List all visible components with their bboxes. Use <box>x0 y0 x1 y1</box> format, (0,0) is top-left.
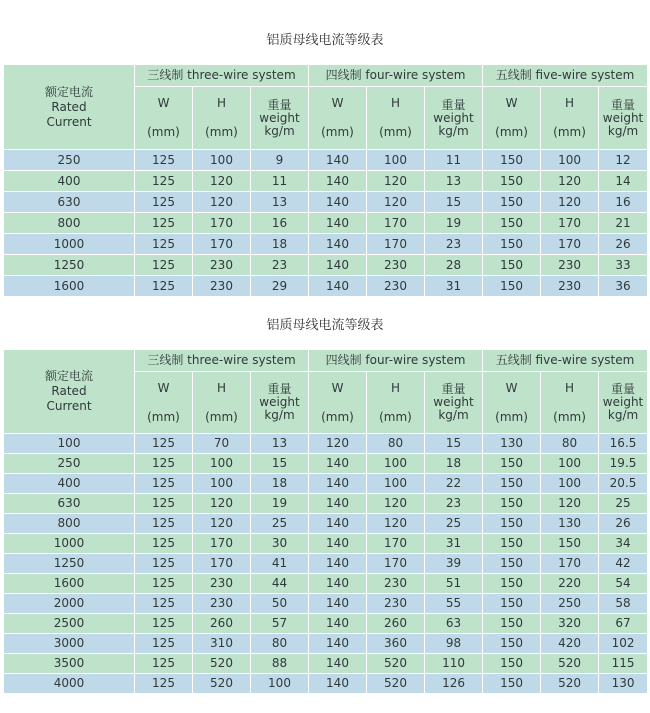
table-cell: 36 <box>599 276 648 297</box>
table-cell: 51 <box>425 574 483 594</box>
table-cell: 125 <box>135 514 193 534</box>
table-cell: 125 <box>135 614 193 634</box>
table-row <box>4 171 648 192</box>
table-cell: 140 <box>309 574 367 594</box>
rated-current-cell: 1600 <box>4 574 135 594</box>
table-cell: 100 <box>251 674 309 694</box>
table1-title: 铝质母线电流等级表 <box>266 33 384 48</box>
table-cell: 420 <box>541 634 599 654</box>
table-cell: 170 <box>541 554 599 574</box>
table-cell: 260 <box>367 614 425 634</box>
table-cell: 230 <box>367 255 425 276</box>
table-cell: 13 <box>251 192 309 213</box>
table-cell: 260 <box>193 614 251 634</box>
rated-current-cell: 630 <box>4 192 135 213</box>
table-cell: 16 <box>599 192 648 213</box>
table-cell: 30 <box>251 534 309 554</box>
table-cell: 63 <box>425 614 483 634</box>
table-cell: 170 <box>367 213 425 234</box>
table-cell: 19.5 <box>599 454 648 474</box>
table-cell: 140 <box>309 634 367 654</box>
rated-current-cell: 3500 <box>4 654 135 674</box>
table-cell: 31 <box>425 276 483 297</box>
table-cell: 150 <box>483 514 541 534</box>
table-cell: 125 <box>135 474 193 494</box>
table-cell: 102 <box>599 634 648 654</box>
table-row <box>4 255 648 276</box>
table-cell: 100 <box>193 150 251 171</box>
table-cell: 13 <box>251 434 309 454</box>
table-cell: 13 <box>425 171 483 192</box>
table-cell: 170 <box>367 534 425 554</box>
table-cell: 126 <box>425 674 483 694</box>
table-row <box>4 494 648 514</box>
table-cell: 54 <box>599 574 648 594</box>
table-cell: 67 <box>599 614 648 634</box>
table-cell: 125 <box>135 594 193 614</box>
weight-column-header: 重量 weight kg/m <box>599 372 648 434</box>
table-cell: 120 <box>367 192 425 213</box>
table-cell: 9 <box>251 150 309 171</box>
table-row <box>4 634 648 654</box>
table-cell: 140 <box>309 654 367 674</box>
table1-body <box>4 150 648 297</box>
width-column-header: W (mm) <box>135 372 193 434</box>
table-cell: 125 <box>135 171 193 192</box>
table-cell: 70 <box>193 434 251 454</box>
table-cell: 22 <box>425 474 483 494</box>
table-row <box>4 192 648 213</box>
table-row <box>4 554 648 574</box>
table-row <box>4 434 648 454</box>
rated-current-cell: 250 <box>4 150 135 171</box>
table-cell: 140 <box>309 234 367 255</box>
weight-column-header: 重量 weight kg/m <box>425 87 483 150</box>
rated-current-cell: 3000 <box>4 634 135 654</box>
table1 <box>3 64 648 297</box>
table-cell: 120 <box>193 494 251 514</box>
table-cell: 18 <box>251 234 309 255</box>
table-cell: 150 <box>483 213 541 234</box>
table-cell: 120 <box>193 514 251 534</box>
table-cell: 320 <box>541 614 599 634</box>
table-cell: 100 <box>367 454 425 474</box>
table-row <box>4 454 648 474</box>
table-cell: 230 <box>193 594 251 614</box>
rated-current-cell: 1600 <box>4 276 135 297</box>
table-cell: 80 <box>541 434 599 454</box>
table-cell: 520 <box>541 654 599 674</box>
table-cell: 170 <box>541 234 599 255</box>
table-row <box>4 213 648 234</box>
table-cell: 150 <box>483 234 541 255</box>
rated-current-cell: 630 <box>4 494 135 514</box>
table-row <box>4 574 648 594</box>
table-cell: 150 <box>483 574 541 594</box>
height-column-header: H (mm) <box>367 372 425 434</box>
table-cell: 16 <box>251 213 309 234</box>
width-column-header: W (mm) <box>135 87 193 150</box>
width-column-header: W (mm) <box>483 87 541 150</box>
table-cell: 170 <box>367 234 425 255</box>
table-cell: 100 <box>367 474 425 494</box>
table-row <box>4 614 648 634</box>
table-cell: 170 <box>193 534 251 554</box>
table-cell: 140 <box>309 454 367 474</box>
table-cell: 520 <box>193 654 251 674</box>
table-cell: 170 <box>193 234 251 255</box>
table-cell: 21 <box>599 213 648 234</box>
table-cell: 11 <box>425 150 483 171</box>
table-cell: 12 <box>599 150 648 171</box>
table-cell: 170 <box>367 554 425 574</box>
table-cell: 125 <box>135 534 193 554</box>
table-cell: 140 <box>309 534 367 554</box>
table2-body <box>4 434 648 694</box>
table-cell: 41 <box>251 554 309 574</box>
table-cell: 125 <box>135 454 193 474</box>
height-column-header: H (mm) <box>541 372 599 434</box>
table2 <box>3 349 648 694</box>
table-row <box>4 276 648 297</box>
table-cell: 140 <box>309 614 367 634</box>
table-cell: 44 <box>251 574 309 594</box>
table-cell: 140 <box>309 674 367 694</box>
table-cell: 360 <box>367 634 425 654</box>
table-cell: 520 <box>367 674 425 694</box>
width-column-header: W (mm) <box>309 87 367 150</box>
table-cell: 125 <box>135 434 193 454</box>
table-cell: 100 <box>193 474 251 494</box>
rated-current-cell: 1250 <box>4 554 135 574</box>
table-cell: 140 <box>309 276 367 297</box>
three-wire-header: 三线制 three-wire system <box>135 350 309 372</box>
table-cell: 19 <box>251 494 309 514</box>
rated-current-cell: 400 <box>4 474 135 494</box>
table-cell: 150 <box>483 554 541 574</box>
table-cell: 120 <box>309 434 367 454</box>
table-cell: 520 <box>193 674 251 694</box>
table-cell: 25 <box>599 494 648 514</box>
weight-column-header: 重量 weight kg/m <box>425 372 483 434</box>
weight-column-header: 重量 weight kg/m <box>251 372 309 434</box>
table-cell: 23 <box>425 234 483 255</box>
table-row <box>4 594 648 614</box>
table-cell: 250 <box>541 594 599 614</box>
table-cell: 50 <box>251 594 309 614</box>
table-cell: 25 <box>251 514 309 534</box>
table-cell: 100 <box>193 454 251 474</box>
table-cell: 140 <box>309 150 367 171</box>
table-cell: 230 <box>367 594 425 614</box>
table-cell: 125 <box>135 192 193 213</box>
table-cell: 120 <box>367 171 425 192</box>
table-cell: 150 <box>483 192 541 213</box>
rated-current-cell: 1000 <box>4 534 135 554</box>
table-cell: 19 <box>425 213 483 234</box>
table-cell: 520 <box>541 674 599 694</box>
table-cell: 140 <box>309 192 367 213</box>
table-cell: 150 <box>483 674 541 694</box>
rated-current-cell: 1250 <box>4 255 135 276</box>
table-cell: 110 <box>425 654 483 674</box>
table-cell: 230 <box>367 276 425 297</box>
table-cell: 150 <box>483 276 541 297</box>
table-cell: 26 <box>599 234 648 255</box>
rated-current-cell: 4000 <box>4 674 135 694</box>
table-cell: 28 <box>425 255 483 276</box>
table-cell: 120 <box>541 494 599 514</box>
table-cell: 100 <box>541 474 599 494</box>
rated-current-header: 额定电流 Rated Current <box>4 65 135 150</box>
table-cell: 100 <box>541 454 599 474</box>
table-cell: 170 <box>193 554 251 574</box>
table-cell: 58 <box>599 594 648 614</box>
height-column-header: H (mm) <box>193 372 251 434</box>
table-row <box>4 534 648 554</box>
rated-current-cell: 2500 <box>4 614 135 634</box>
table-cell: 125 <box>135 255 193 276</box>
table-cell: 55 <box>425 594 483 614</box>
table-cell: 150 <box>483 654 541 674</box>
table-cell: 150 <box>541 534 599 554</box>
table-cell: 140 <box>309 594 367 614</box>
table-cell: 120 <box>541 171 599 192</box>
table-cell: 230 <box>193 276 251 297</box>
table-row <box>4 514 648 534</box>
table-cell: 18 <box>425 454 483 474</box>
table-cell: 150 <box>483 594 541 614</box>
table-cell: 20.5 <box>599 474 648 494</box>
table-row <box>4 150 648 171</box>
table-cell: 16.5 <box>599 434 648 454</box>
height-column-header: H (mm) <box>367 87 425 150</box>
rated-current-cell: 400 <box>4 171 135 192</box>
table-cell: 150 <box>483 255 541 276</box>
table-cell: 310 <box>193 634 251 654</box>
table-cell: 130 <box>541 514 599 534</box>
rated-current-cell: 2000 <box>4 594 135 614</box>
table-cell: 230 <box>193 574 251 594</box>
table-cell: 120 <box>367 494 425 514</box>
table-cell: 220 <box>541 574 599 594</box>
table-cell: 170 <box>193 213 251 234</box>
table-cell: 88 <box>251 654 309 674</box>
table-cell: 23 <box>251 255 309 276</box>
table-cell: 140 <box>309 171 367 192</box>
table-cell: 125 <box>135 574 193 594</box>
table-cell: 31 <box>425 534 483 554</box>
table-cell: 125 <box>135 276 193 297</box>
rated-current-cell: 250 <box>4 454 135 474</box>
width-column-header: W (mm) <box>309 372 367 434</box>
table-cell: 130 <box>483 434 541 454</box>
table-row <box>4 234 648 255</box>
height-column-header: H (mm) <box>193 87 251 150</box>
table-cell: 140 <box>309 474 367 494</box>
table-cell: 140 <box>309 554 367 574</box>
table-cell: 29 <box>251 276 309 297</box>
table-cell: 140 <box>309 255 367 276</box>
table-cell: 15 <box>425 434 483 454</box>
table-cell: 150 <box>483 150 541 171</box>
table-cell: 150 <box>483 534 541 554</box>
table-cell: 26 <box>599 514 648 534</box>
table-row <box>4 654 648 674</box>
width-column-header: W (mm) <box>483 372 541 434</box>
rated-current-header: 额定电流 Rated Current <box>4 350 135 434</box>
table-cell: 11 <box>251 171 309 192</box>
height-column-header: H (mm) <box>541 87 599 150</box>
three-wire-header: 三线制 three-wire system <box>135 65 309 87</box>
table-cell: 230 <box>541 255 599 276</box>
table2-title: 铝质母线电流等级表 <box>266 318 384 333</box>
table-cell: 98 <box>425 634 483 654</box>
table-cell: 140 <box>309 494 367 514</box>
table-cell: 120 <box>193 192 251 213</box>
table-cell: 125 <box>135 654 193 674</box>
table-cell: 150 <box>483 614 541 634</box>
table-cell: 23 <box>425 494 483 514</box>
table-cell: 39 <box>425 554 483 574</box>
table-cell: 14 <box>599 171 648 192</box>
table-cell: 125 <box>135 213 193 234</box>
five-wire-header: 五线制 five-wire system <box>483 65 648 87</box>
table-cell: 57 <box>251 614 309 634</box>
weight-column-header: 重量 weight kg/m <box>599 87 648 150</box>
table-cell: 15 <box>251 454 309 474</box>
four-wire-header: 四线制 four-wire system <box>309 350 483 372</box>
table-cell: 120 <box>193 171 251 192</box>
table-cell: 125 <box>135 634 193 654</box>
table-cell: 130 <box>599 674 648 694</box>
weight-column-header: 重量 weight kg/m <box>251 87 309 150</box>
table-cell: 100 <box>367 150 425 171</box>
table-cell: 34 <box>599 534 648 554</box>
table-cell: 125 <box>135 234 193 255</box>
rated-current-cell: 800 <box>4 213 135 234</box>
table-cell: 520 <box>367 654 425 674</box>
table-cell: 150 <box>483 171 541 192</box>
table-cell: 230 <box>541 276 599 297</box>
table-cell: 170 <box>541 213 599 234</box>
table-cell: 120 <box>367 514 425 534</box>
table-cell: 140 <box>309 213 367 234</box>
table-cell: 125 <box>135 494 193 514</box>
table-cell: 125 <box>135 674 193 694</box>
five-wire-header: 五线制 five-wire system <box>483 350 648 372</box>
table-cell: 33 <box>599 255 648 276</box>
table-cell: 140 <box>309 514 367 534</box>
four-wire-header: 四线制 four-wire system <box>309 65 483 87</box>
table-cell: 42 <box>599 554 648 574</box>
table-cell: 25 <box>425 514 483 534</box>
table-cell: 150 <box>483 454 541 474</box>
table-cell: 150 <box>483 634 541 654</box>
table-cell: 230 <box>193 255 251 276</box>
rated-current-cell: 800 <box>4 514 135 534</box>
rated-current-cell: 100 <box>4 434 135 454</box>
table-cell: 125 <box>135 150 193 171</box>
table-cell: 115 <box>599 654 648 674</box>
table-cell: 125 <box>135 554 193 574</box>
table-cell: 120 <box>541 192 599 213</box>
table-cell: 15 <box>425 192 483 213</box>
table-cell: 150 <box>483 494 541 514</box>
table-cell: 80 <box>251 634 309 654</box>
table-row <box>4 674 648 694</box>
table-cell: 18 <box>251 474 309 494</box>
table-cell: 150 <box>483 474 541 494</box>
table-cell: 230 <box>367 574 425 594</box>
table-cell: 80 <box>367 434 425 454</box>
table-row <box>4 474 648 494</box>
rated-current-cell: 1000 <box>4 234 135 255</box>
table-cell: 100 <box>541 150 599 171</box>
